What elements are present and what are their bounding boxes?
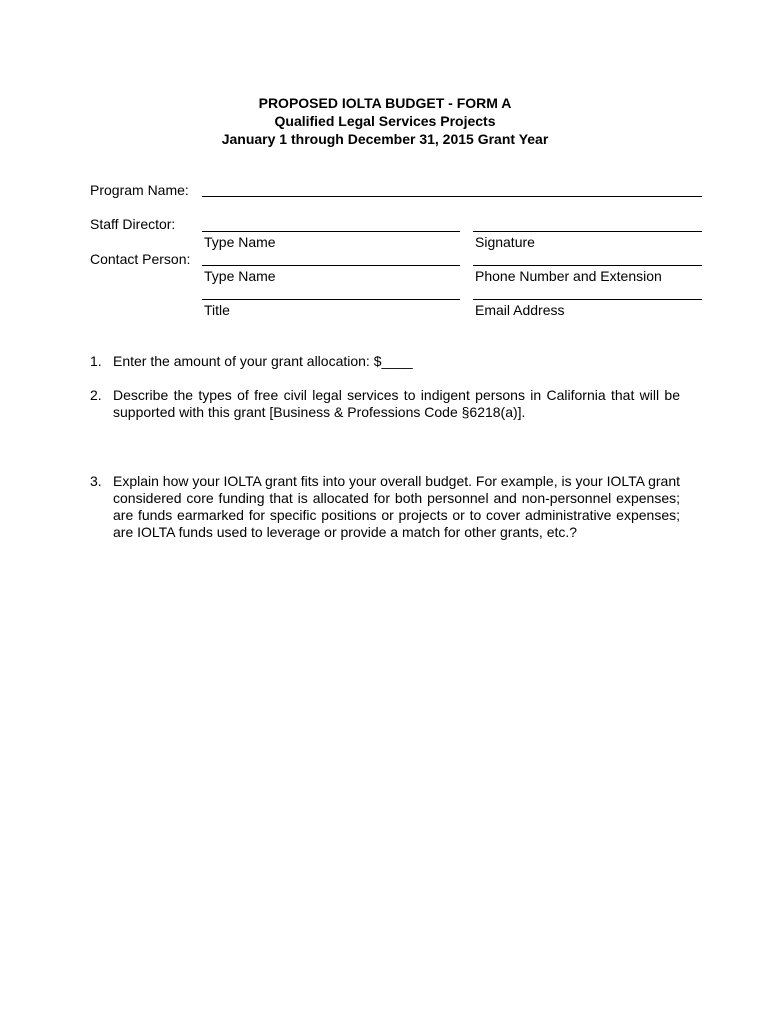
contact-phone-line[interactable] xyxy=(473,265,702,266)
form-title: PROPOSED IOLTA BUDGET - FORM A xyxy=(258,95,512,111)
question-text: Explain how your IOLTA grant fits into your overall budget. For example, is your IOLTA grant considered core funding that is allocated for both personnel and non-personnel expenses; are funds earmarked for specific positions or projects or to cover administrative expenses; are IOLTA funds used to leverage or provide a match for other grants, etc.? xyxy=(113,473,681,540)
contact-person-label: Contact Person: xyxy=(90,251,191,267)
question-number: 1. xyxy=(90,353,102,369)
contact-title-line[interactable] xyxy=(202,299,460,300)
question-text: Enter the amount of your grant allocation: $____ xyxy=(113,353,413,369)
grant-year: January 1 through December 31, 2015 Grant Year xyxy=(221,131,549,147)
question-1 xyxy=(90,353,680,370)
phone-caption: Phone Number and Extension xyxy=(475,268,662,284)
staff-director-name-line[interactable] xyxy=(202,231,460,232)
question-3 xyxy=(90,473,680,541)
form-header xyxy=(0,94,770,148)
contact-email-line[interactable] xyxy=(473,299,702,300)
program-name-line[interactable] xyxy=(202,196,702,197)
email-caption: Email Address xyxy=(475,302,565,318)
question-2 xyxy=(90,387,680,421)
signature-caption: Signature xyxy=(475,234,535,250)
title-caption: Title xyxy=(204,302,230,318)
staff-director-signature-line[interactable] xyxy=(473,231,702,232)
staff-director-label: Staff Director: xyxy=(90,216,176,232)
type-name-caption: Type Name xyxy=(204,268,276,284)
contact-person-name-line[interactable] xyxy=(202,265,460,266)
form-subtitle: Qualified Legal Services Projects xyxy=(274,113,496,129)
question-number: 3. xyxy=(90,473,102,489)
question-number: 2. xyxy=(90,387,102,403)
program-name-label: Program Name: xyxy=(90,182,189,198)
type-name-caption: Type Name xyxy=(204,234,276,250)
question-text: Describe the types of free civil legal services to indigent persons in California that will be supported with this grant [Business & Professions Code §6218(a)]. xyxy=(113,387,680,420)
